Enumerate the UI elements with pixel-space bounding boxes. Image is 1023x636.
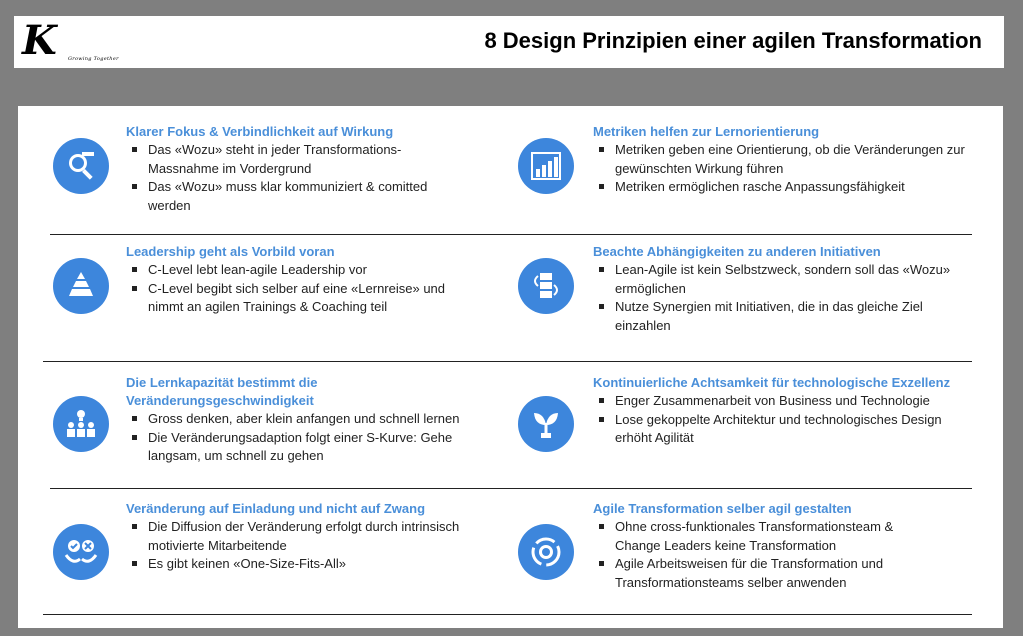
dependencies-icon <box>518 258 574 314</box>
principle-2 <box>593 123 968 197</box>
bullet-item: Gross denken, aber klein anfangen und schnell lernen <box>126 410 471 429</box>
principle-6 <box>593 374 968 448</box>
principle-1 <box>126 123 456 215</box>
plant-icon <box>518 396 574 452</box>
magnifier-icon <box>53 138 109 194</box>
principle-title: Metriken helfen zur Lernorientierung <box>593 124 820 139</box>
page-title: 8 Design Prinzipien einer agilen Transformation <box>484 28 982 53</box>
bullet-item: Lean-Agile ist kein Selbstzweck, sondern soll das «Wozu» ermöglichen <box>593 261 968 298</box>
principle-5 <box>126 374 471 466</box>
principle-title: Leadership geht als Vorbild voran <box>126 244 335 259</box>
cycle-icon <box>518 524 574 580</box>
principle-3 <box>126 243 466 317</box>
bullet-item: C-Level lebt lean-agile Leadership vor <box>126 261 466 280</box>
hands-choice-icon <box>53 524 109 580</box>
principle-title: Kontinuierliche Achtsamkeit für technologische Exzellenz <box>593 375 951 390</box>
principle-title: Die Lernkapazität bestimmt die Veränderungsgeschwindigkeit <box>126 375 318 408</box>
principle-7 <box>126 500 471 574</box>
pyramid-icon <box>53 258 109 314</box>
principle-title: Veränderung auf Einladung und nicht auf Zwang <box>126 501 426 516</box>
principle-title: Beachte Abhängigkeiten zu anderen Initiativen <box>593 244 881 259</box>
divider <box>50 488 972 489</box>
divider <box>43 361 972 362</box>
header-bar <box>14 16 1004 68</box>
bullet-item: Die Diffusion der Veränderung erfolgt durch intrinsisch motivierte Mitarbeitende <box>126 518 471 555</box>
bullet-item: Das «Wozu» muss klar kommuniziert & comitted werden <box>126 178 456 215</box>
bullet-item: Enger Zusammenarbeit von Business und Technologie <box>593 392 968 411</box>
principles-panel <box>18 106 1003 628</box>
principle-8 <box>593 500 933 592</box>
bullet-item: Metriken ermöglichen rasche Anpassungsfähigkeit <box>593 178 968 197</box>
bullet-item: Agile Arbeitsweisen für die Transformation und Transformationsteams selber anwenden <box>593 555 933 592</box>
principle-4 <box>593 243 968 335</box>
logo: K <box>22 17 57 64</box>
bullet-item: C-Level begibt sich selber auf eine «Lernreise» und nimmt an agilen Trainings & Coaching teil <box>126 280 466 317</box>
bullet-item: Ohne cross-funktionales Transformationsteam & Change Leaders keine Transformation <box>593 518 933 555</box>
logo-tagline: Growing Together <box>68 56 119 62</box>
bullet-item: Es gibt keinen «One-Size-Fits-All» <box>126 555 471 574</box>
bar-chart-icon <box>518 138 574 194</box>
bullet-item: Nutze Synergien mit Initiativen, die in das gleiche Ziel einzahlen <box>593 298 968 335</box>
bullet-item: Metriken geben eine Orientierung, ob die Veränderungen zur gewünschten Wirkung führen <box>593 141 968 178</box>
bullet-item: Lose gekoppelte Architektur und technologisches Design erhöht Agilität <box>593 411 968 448</box>
divider <box>50 234 972 235</box>
team-idea-icon <box>53 396 109 452</box>
bullet-item: Das «Wozu» steht in jeder Transformations-Massnahme im Vordergrund <box>126 141 456 178</box>
principle-title: Klarer Fokus & Verbindlichkeit auf Wirkung <box>126 124 394 139</box>
divider <box>43 614 972 615</box>
principle-title: Agile Transformation selber agil gestalten <box>593 501 852 516</box>
bullet-item: Die Veränderungsadaption folgt einer S-Kurve: Gehe langsam, um schnell zu gehen <box>126 429 471 466</box>
